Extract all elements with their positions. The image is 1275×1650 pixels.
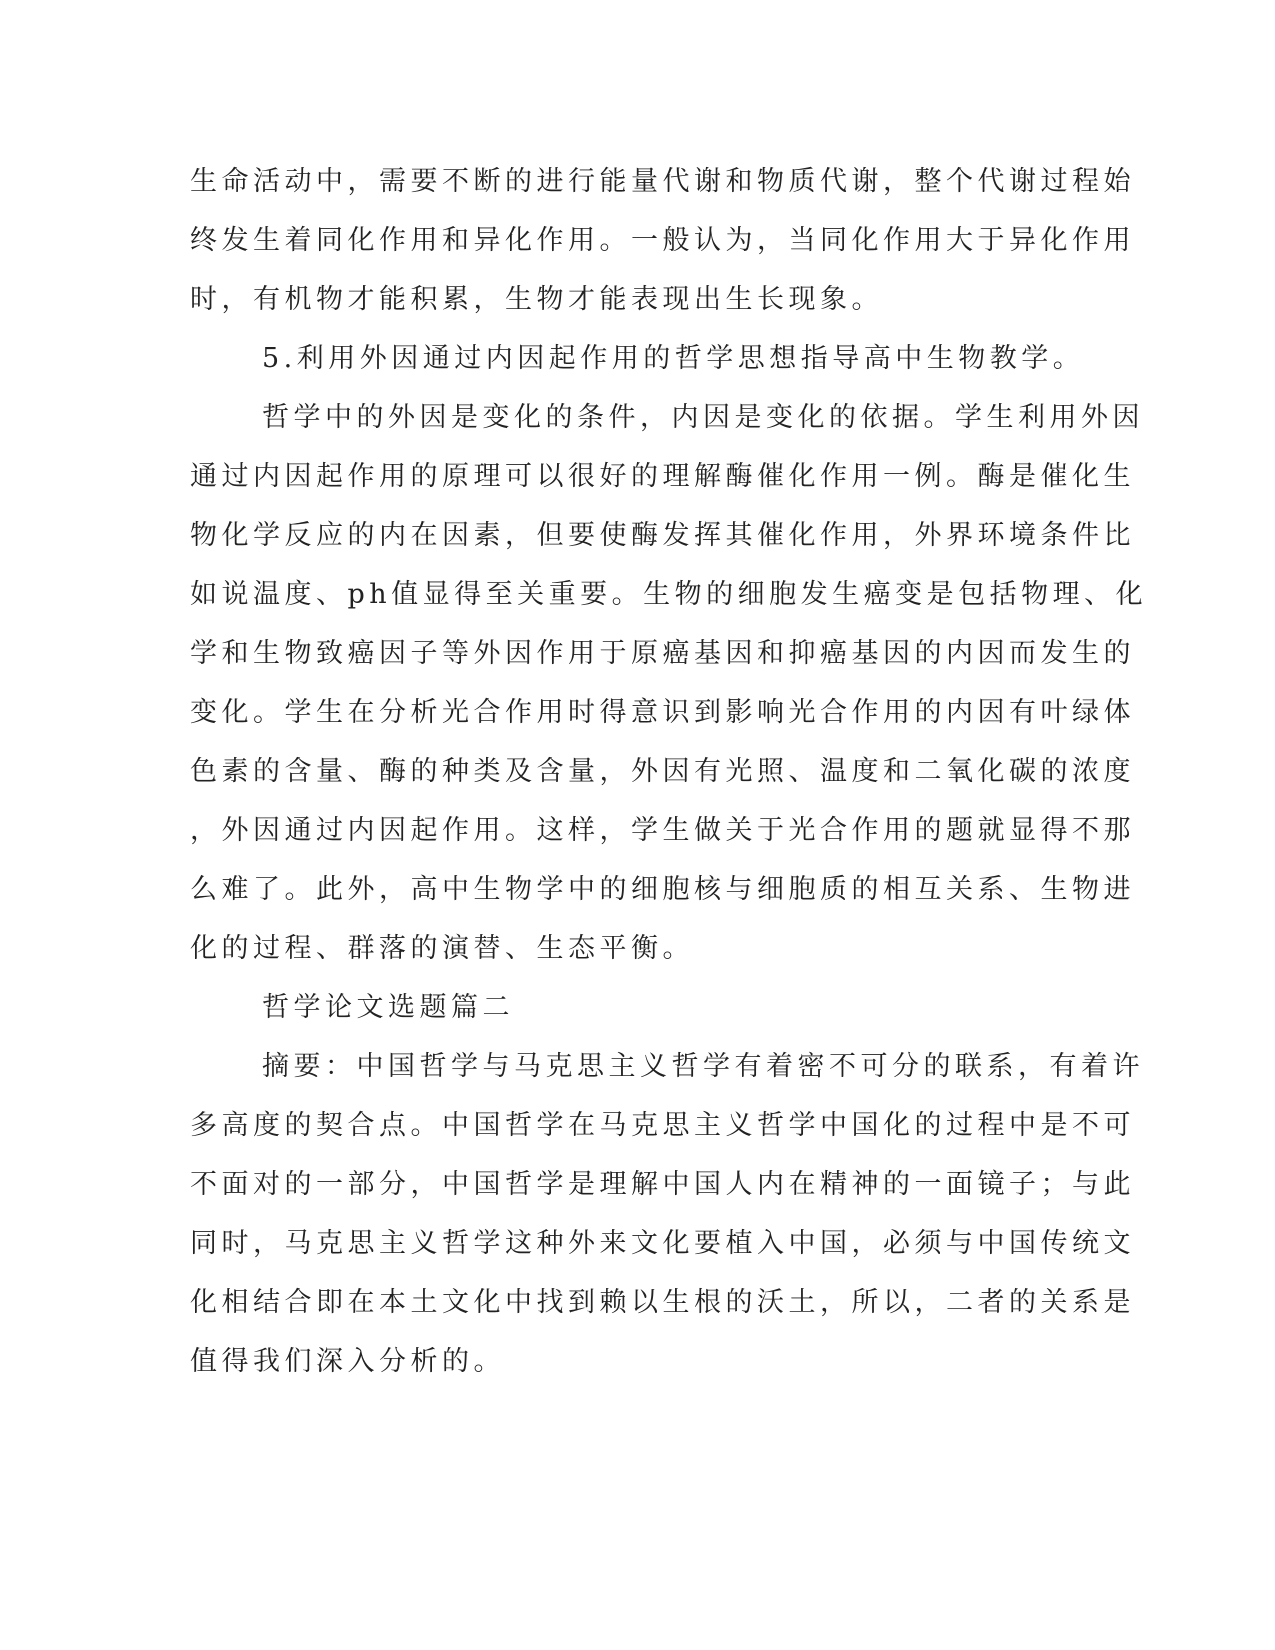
section-heading: 5.利用外因通过内因起作用的哲学思想指导高中生物教学。: [262, 343, 1085, 374]
text-line: 值得我们深入分析的。: [190, 1346, 505, 1377]
text-line: 同时，马克思主义哲学这种外来文化要植入中国，必须与中国传统文: [190, 1228, 1135, 1259]
text-line: 哲学中的外因是变化的条件，内因是变化的依据。学生利用外因: [262, 402, 1144, 433]
text-line: 学和生物致癌因子等外因作用于原癌基因和抑癌基因的内因而发生的: [190, 638, 1135, 669]
text-line: 么难了。此外，高中生物学中的细胞核与细胞质的相互关系、生物进: [190, 874, 1135, 905]
text-line: ，外因通过内因起作用。这样，学生做关于光合作用的题就显得不那: [190, 815, 1135, 846]
text-line: 通过内因起作用的原理可以很好的理解酶催化作用一例。酶是催化生: [190, 461, 1135, 492]
text-line: 终发生着同化作用和异化作用。一般认为，当同化作用大于异化作用: [190, 225, 1135, 256]
text-line: 不面对的一部分，中国哲学是理解中国人内在精神的一面镜子；与此: [190, 1169, 1135, 1200]
text-line: 化的过程、群落的演替、生态平衡。: [190, 933, 694, 964]
text-line: 物化学反应的内在因素，但要使酶发挥其催化作用，外界环境条件比: [190, 520, 1135, 551]
text-line: 变化。学生在分析光合作用时得意识到影响光合作用的内因有叶绿体: [190, 697, 1135, 728]
text-line: 摘要：中国哲学与马克思主义哲学有着密不可分的联系，有着许: [262, 1051, 1144, 1082]
text-line: 色素的含量、酶的种类及含量，外因有光照、温度和二氧化碳的浓度: [190, 756, 1135, 787]
text-line: 多高度的契合点。中国哲学在马克思主义哲学中国化的过程中是不可: [190, 1110, 1135, 1141]
text-line: 如说温度、ph值显得至关重要。生物的细胞发生癌变是包括物理、化: [190, 579, 1148, 610]
section-title: 哲学论文选题篇二: [262, 992, 514, 1023]
text-line: 化相结合即在本土文化中找到赖以生根的沃土，所以，二者的关系是: [190, 1287, 1135, 1318]
text-line: 生命活动中，需要不断的进行能量代谢和物质代谢，整个代谢过程始: [190, 166, 1135, 197]
text-line: 时，有机物才能积累，生物才能表现出生长现象。: [190, 284, 883, 315]
